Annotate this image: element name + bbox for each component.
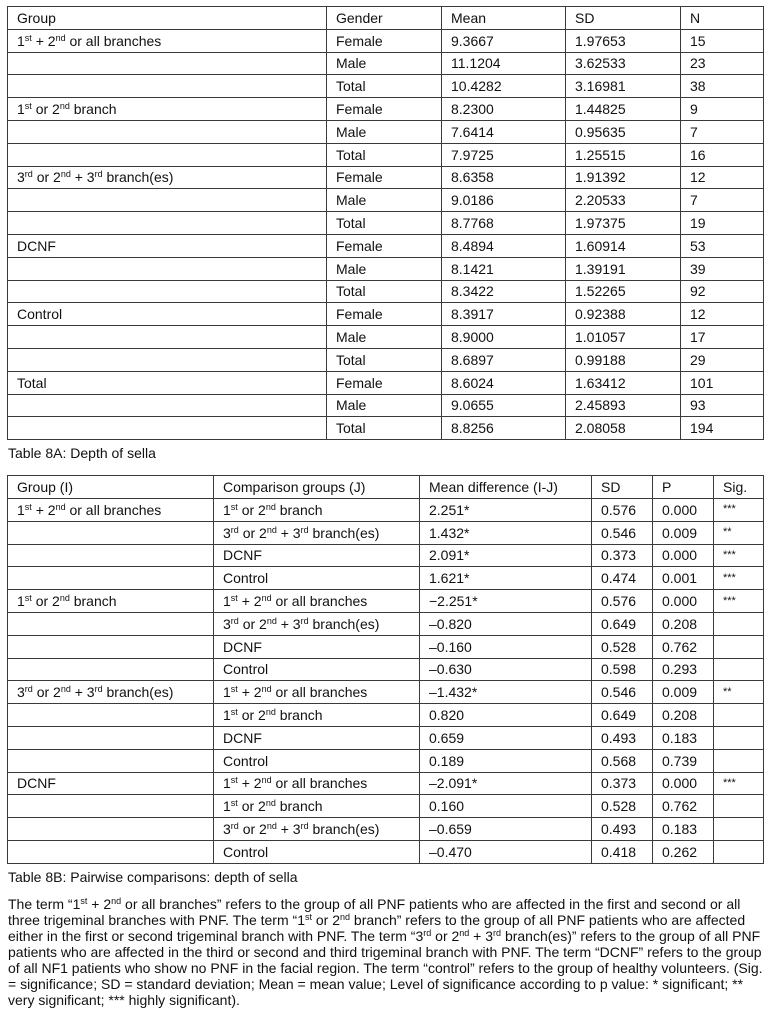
table-cell: 0.183 — [653, 818, 714, 841]
table-cell: 0.373 — [592, 772, 653, 795]
table-cell: Control — [214, 658, 420, 681]
table-cell — [714, 658, 764, 681]
table-cell — [714, 635, 764, 658]
table-cell: 1.63412 — [566, 371, 681, 394]
table-cell: 1st + 2nd or all branches — [214, 681, 420, 704]
table-cell: 1.60914 — [566, 234, 681, 257]
table-cell: ** — [714, 521, 764, 544]
table-cell — [8, 726, 214, 749]
table-row — [8, 98, 764, 121]
table-cell — [8, 612, 214, 635]
table-cell: Control — [8, 303, 327, 326]
table-cell: 39 — [681, 257, 764, 280]
table-row — [8, 189, 764, 212]
table-cell: 0.528 — [592, 795, 653, 818]
table-row — [8, 371, 764, 394]
table-cell — [8, 280, 327, 303]
table-cell: Total — [327, 143, 442, 166]
table-cell: Total — [327, 75, 442, 98]
table-cell: DCNF — [8, 234, 327, 257]
table-cell: 9.0655 — [442, 394, 566, 417]
table-cell — [8, 52, 327, 75]
table-footnote: The term “1st + 2nd or all branches” refers to the group of all PNF patients who are affected in the first and second or all three trigeminal branches with PNF. The term “1st or 2nd branch” refers to the group of all PNF patients who are affected either in the first or second trigeminal branch with PNF. The term “3rd or 2nd + 3rd branch(es)” refers to the group of all PNF patients who are affected in the third or second and third trigeminal branch with PNF. The term “DCNF” refers to the group of all NF1 patients who show no PNF in the facial region. The term “control” refers to the group of healthy volunteers. (Sig. = significance; SD = standard deviation; Mean = mean value; Level of significance according to p value: * significant; ** very significant; *** highly significant). — [8, 895, 763, 1008]
table-cell: Control — [214, 567, 420, 590]
table-cell: *** — [714, 567, 764, 590]
table-row — [8, 498, 764, 521]
table-row — [8, 681, 764, 704]
table-cell: –1.432* — [420, 681, 592, 704]
table-cell: 0.493 — [592, 818, 653, 841]
table-cell: ** — [714, 681, 764, 704]
table-row — [8, 612, 764, 635]
table-cell: 1.91392 — [566, 166, 681, 189]
table-cell: 2.251* — [420, 498, 592, 521]
table-cell: 2.08058 — [566, 417, 681, 440]
table-cell: Male — [327, 257, 442, 280]
table-cell: 7 — [681, 120, 764, 143]
header-cell: Mean difference (I-J) — [420, 476, 592, 499]
table-cell: 7.6414 — [442, 120, 566, 143]
table-cell — [8, 521, 214, 544]
header-cell: N — [681, 7, 764, 30]
table-cell: *** — [714, 772, 764, 795]
table-cell: 3rd or 2nd + 3rd branch(es) — [8, 681, 214, 704]
table-cell: –0.630 — [420, 658, 592, 681]
header-cell: Comparison groups (J) — [214, 476, 420, 499]
table-cell: 0.649 — [592, 704, 653, 727]
table-cell: 29 — [681, 348, 764, 371]
table-cell: 7.9725 — [442, 143, 566, 166]
table-cell: Female — [327, 303, 442, 326]
table-cell: 3rd or 2nd + 3rd branch(es) — [214, 818, 420, 841]
table-cell: Male — [327, 326, 442, 349]
table-cell: 23 — [681, 52, 764, 75]
table-cell — [714, 704, 764, 727]
table-cell — [8, 394, 327, 417]
table-row — [8, 567, 764, 590]
table-cell — [8, 189, 327, 212]
table-cell: 53 — [681, 234, 764, 257]
table-cell: 0.189 — [420, 749, 592, 772]
table-pairwise-comparisons — [7, 475, 764, 864]
table-cell: 0.000 — [653, 590, 714, 613]
table-cell: Female — [327, 98, 442, 121]
table-cell: 8.2300 — [442, 98, 566, 121]
table-cell — [8, 658, 214, 681]
table-cell: 8.7768 — [442, 212, 566, 235]
table-row — [8, 521, 764, 544]
table-cell: 0.762 — [653, 795, 714, 818]
table-cell: 1st or 2nd branch — [214, 498, 420, 521]
table-cell — [8, 749, 214, 772]
table-cell: 0.474 — [592, 567, 653, 590]
table-row — [8, 795, 764, 818]
table-cell: 1.621* — [420, 567, 592, 590]
table-cell: 1.52265 — [566, 280, 681, 303]
table-cell: Total — [8, 371, 327, 394]
table-cell: 0.009 — [653, 521, 714, 544]
table-cell — [8, 257, 327, 280]
table-cell: Male — [327, 120, 442, 143]
table-cell: 101 — [681, 371, 764, 394]
table-cell: 1.01057 — [566, 326, 681, 349]
table-cell: 93 — [681, 394, 764, 417]
table-row — [8, 280, 764, 303]
table-cell: 12 — [681, 303, 764, 326]
table-cell: 0.95635 — [566, 120, 681, 143]
table-cell: 0.649 — [592, 612, 653, 635]
table-row — [8, 544, 764, 567]
table-row — [8, 749, 764, 772]
table-cell: Total — [327, 212, 442, 235]
table-cell — [8, 840, 214, 863]
table-cell: 1st + 2nd or all branches — [214, 590, 420, 613]
table-cell: 8.6024 — [442, 371, 566, 394]
table-cell: 8.3917 — [442, 303, 566, 326]
table-cell: Female — [327, 234, 442, 257]
table-cell: 1st + 2nd or all branches — [8, 498, 214, 521]
table-cell: 8.3422 — [442, 280, 566, 303]
table-cell: 0.000 — [653, 772, 714, 795]
header-cell: Group — [8, 7, 327, 30]
table-row — [8, 348, 764, 371]
table-cell: 0.000 — [653, 544, 714, 567]
table-cell: 0.418 — [592, 840, 653, 863]
table-cell: 9.0186 — [442, 189, 566, 212]
table-row — [8, 818, 764, 841]
table-cell: 8.6897 — [442, 348, 566, 371]
table-row — [8, 143, 764, 166]
table-cell: 1st or 2nd branch — [8, 98, 327, 121]
table-row — [8, 840, 764, 863]
table-cell: DCNF — [214, 726, 420, 749]
table-cell: 1st + 2nd or all branches — [214, 772, 420, 795]
table-cell: –2.091* — [420, 772, 592, 795]
table-cell: Control — [214, 840, 420, 863]
table-row — [8, 212, 764, 235]
table-cell: 1.97375 — [566, 212, 681, 235]
table-cell: 19 — [681, 212, 764, 235]
table-cell: 0.208 — [653, 612, 714, 635]
header-row — [8, 7, 764, 30]
table-row — [8, 394, 764, 417]
table-cell: DCNF — [8, 772, 214, 795]
table-b-body — [8, 476, 764, 864]
table-cell: –0.659 — [420, 818, 592, 841]
table-cell: 0.001 — [653, 567, 714, 590]
table-cell: 7 — [681, 189, 764, 212]
table-cell: 0.546 — [592, 521, 653, 544]
table-row — [8, 772, 764, 795]
table-cell: 8.1421 — [442, 257, 566, 280]
table-cell: 0.820 — [420, 704, 592, 727]
table-cell: Control — [214, 749, 420, 772]
table-cell — [714, 612, 764, 635]
header-cell: Mean — [442, 7, 566, 30]
table-cell: 3.16981 — [566, 75, 681, 98]
table-cell: DCNF — [214, 635, 420, 658]
header-cell: SD — [566, 7, 681, 30]
table-cell: 8.8256 — [442, 417, 566, 440]
table-row — [8, 704, 764, 727]
table-cell: 8.6358 — [442, 166, 566, 189]
table-cell: 0.659 — [420, 726, 592, 749]
table-cell — [8, 212, 327, 235]
table-cell: 0.493 — [592, 726, 653, 749]
table-cell: Female — [327, 166, 442, 189]
table-cell: 1.39191 — [566, 257, 681, 280]
header-row — [8, 476, 764, 499]
table-cell: 0.009 — [653, 681, 714, 704]
table-cell — [8, 818, 214, 841]
table-cell: 1st or 2nd branch — [214, 795, 420, 818]
header-cell: Group (I) — [8, 476, 214, 499]
table-cell: 9.3667 — [442, 29, 566, 52]
table-cell: Male — [327, 189, 442, 212]
table-cell: 194 — [681, 417, 764, 440]
table-b-caption: Table 8B: Pairwise comparisons: depth of sella — [8, 868, 298, 885]
table-cell — [8, 75, 327, 98]
table-cell: *** — [714, 498, 764, 521]
table-cell — [8, 635, 214, 658]
table-cell: 92 — [681, 280, 764, 303]
table-cell: 3rd or 2nd + 3rd branch(es) — [214, 612, 420, 635]
table-cell — [8, 795, 214, 818]
table-row — [8, 635, 764, 658]
table-cell: 0.762 — [653, 635, 714, 658]
table-cell: 0.528 — [592, 635, 653, 658]
table-cell: 0.598 — [592, 658, 653, 681]
table-row — [8, 326, 764, 349]
table-cell: 2.20533 — [566, 189, 681, 212]
table-a-caption: Table 8A: Depth of sella — [8, 445, 156, 462]
table-cell: 1.44825 — [566, 98, 681, 121]
table-cell: 1.25515 — [566, 143, 681, 166]
page — [7, 6, 763, 1008]
table-cell: *** — [714, 544, 764, 567]
header-cell: P — [653, 476, 714, 499]
table-cell: 16 — [681, 143, 764, 166]
table-cell: –0.820 — [420, 612, 592, 635]
table-cell: 0.739 — [653, 749, 714, 772]
table-cell: 0.160 — [420, 795, 592, 818]
table-cell: 0.576 — [592, 498, 653, 521]
table-cell: 0.183 — [653, 726, 714, 749]
table-cell — [8, 143, 327, 166]
table-row — [8, 120, 764, 143]
table-a-body — [8, 7, 764, 440]
table-cell: DCNF — [214, 544, 420, 567]
table-cell: 2.091* — [420, 544, 592, 567]
table-cell — [8, 567, 214, 590]
table-cell: 8.4894 — [442, 234, 566, 257]
table-row — [8, 726, 764, 749]
table-cell: 1.97653 — [566, 29, 681, 52]
table-cell: 1st or 2nd branch — [8, 590, 214, 613]
table-cell: Male — [327, 394, 442, 417]
table-cell: 0.208 — [653, 704, 714, 727]
table-cell: 0.546 — [592, 681, 653, 704]
table-cell — [714, 818, 764, 841]
table-row — [8, 234, 764, 257]
table-cell: Female — [327, 29, 442, 52]
table-cell — [8, 704, 214, 727]
table-cell: Total — [327, 417, 442, 440]
table-cell: 0.000 — [653, 498, 714, 521]
table-cell — [714, 726, 764, 749]
table-cell: Total — [327, 280, 442, 303]
table-cell: 1st + 2nd or all branches — [8, 29, 327, 52]
table-cell: 1st or 2nd branch — [214, 704, 420, 727]
table-cell: *** — [714, 590, 764, 613]
table-cell — [714, 795, 764, 818]
table-cell — [714, 749, 764, 772]
table-cell: –0.470 — [420, 840, 592, 863]
table-cell: −2.251* — [420, 590, 592, 613]
table-cell: 3rd or 2nd + 3rd branch(es) — [214, 521, 420, 544]
table-cell: 8.9000 — [442, 326, 566, 349]
table-row — [8, 257, 764, 280]
table-cell: 38 — [681, 75, 764, 98]
table-row — [8, 166, 764, 189]
table-cell: 0.373 — [592, 544, 653, 567]
table-cell: 3.62533 — [566, 52, 681, 75]
table-cell: 10.4282 — [442, 75, 566, 98]
table-row — [8, 29, 764, 52]
table-row — [8, 52, 764, 75]
table-cell: Female — [327, 371, 442, 394]
table-row — [8, 75, 764, 98]
table-cell: 0.92388 — [566, 303, 681, 326]
table-cell: 12 — [681, 166, 764, 189]
table-cell — [714, 840, 764, 863]
table-row — [8, 590, 764, 613]
table-row — [8, 303, 764, 326]
table-cell: 11.1204 — [442, 52, 566, 75]
table-row — [8, 417, 764, 440]
table-cell — [8, 348, 327, 371]
table-cell — [8, 120, 327, 143]
table-cell: 0.576 — [592, 590, 653, 613]
table-cell — [8, 544, 214, 567]
table-cell: 0.293 — [653, 658, 714, 681]
table-cell: 9 — [681, 98, 764, 121]
table-cell — [8, 326, 327, 349]
table-cell: 17 — [681, 326, 764, 349]
table-cell: Total — [327, 348, 442, 371]
header-cell: SD — [592, 476, 653, 499]
table-cell: 3rd or 2nd + 3rd branch(es) — [8, 166, 327, 189]
header-cell: Gender — [327, 7, 442, 30]
table-cell: 1.432* — [420, 521, 592, 544]
table-depth-of-sella — [7, 6, 764, 440]
table-cell: –0.160 — [420, 635, 592, 658]
table-cell: Male — [327, 52, 442, 75]
table-cell: 2.45893 — [566, 394, 681, 417]
table-cell: 0.568 — [592, 749, 653, 772]
table-cell: 0.99188 — [566, 348, 681, 371]
header-cell: Sig. — [714, 476, 764, 499]
table-cell: 15 — [681, 29, 764, 52]
table-cell — [8, 417, 327, 440]
table-row — [8, 658, 764, 681]
table-cell: 0.262 — [653, 840, 714, 863]
